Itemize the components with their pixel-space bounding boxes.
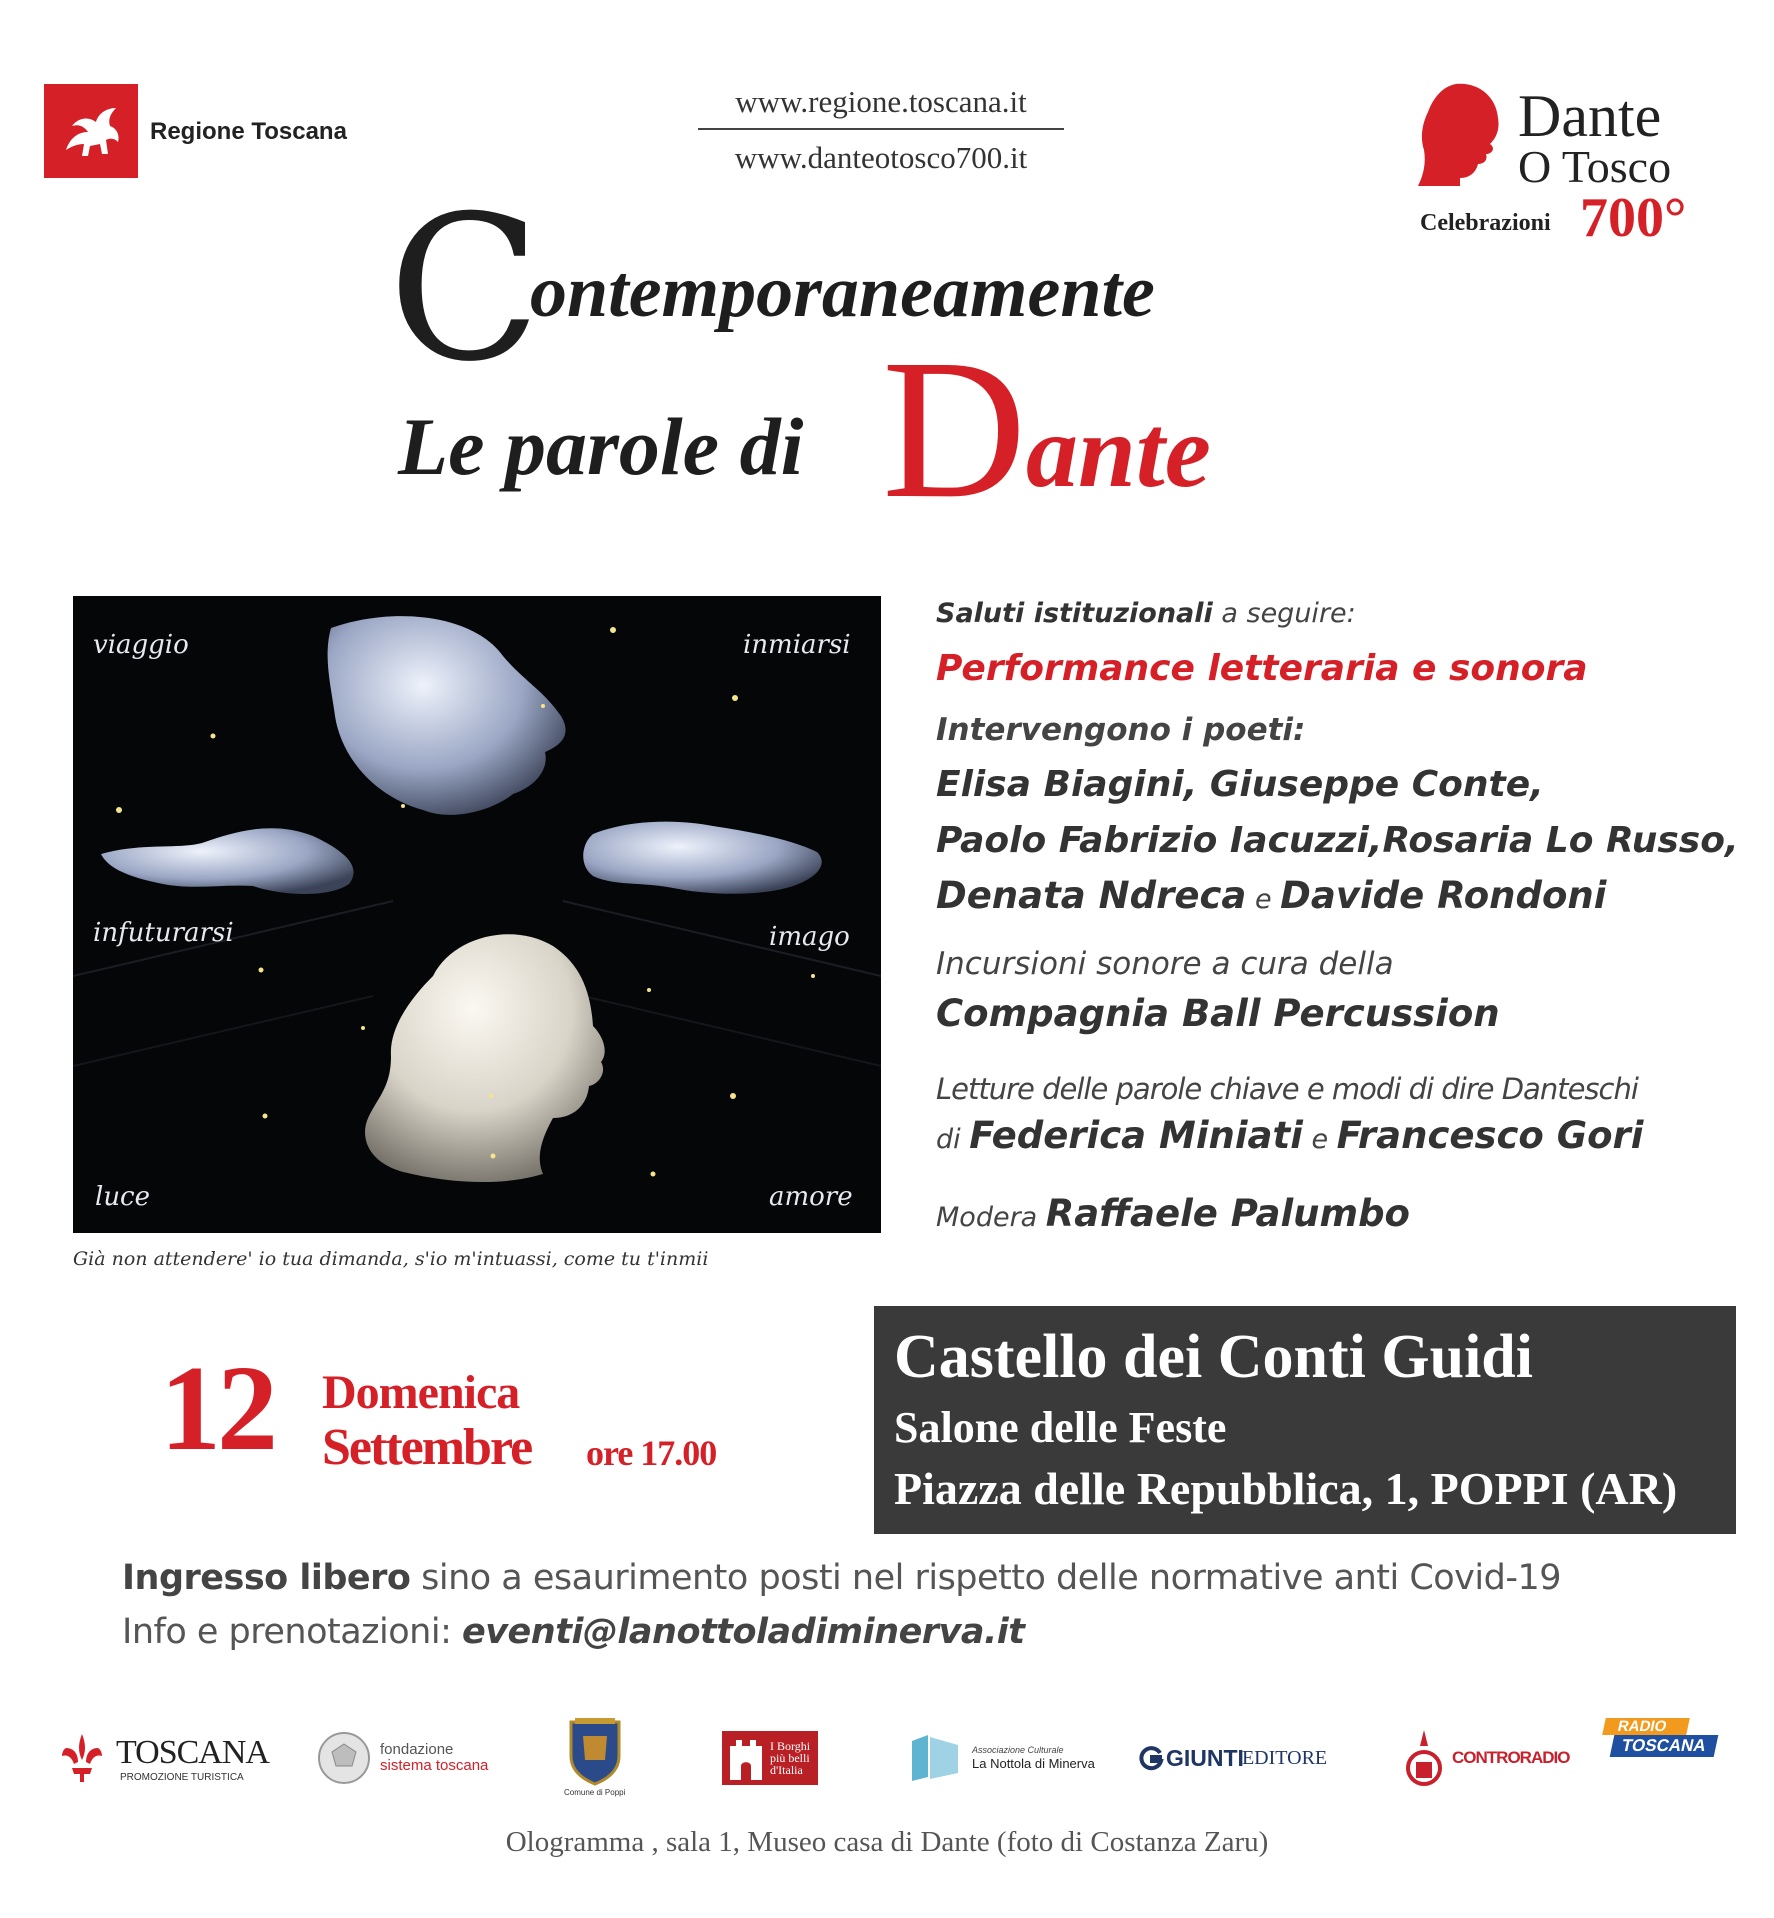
venue-address: Piazza delle Repubblica, 1, POPPI (AR)	[894, 1463, 1678, 1514]
title-dante-rest: ante	[1026, 394, 1211, 509]
sponsor-nottola	[908, 1718, 1095, 1798]
performance-heading: Performance letteraria e sonora	[936, 648, 1588, 689]
sponsor-borghi	[722, 1718, 818, 1798]
incursioni-label: Incursioni sonore a cura della	[936, 946, 1394, 982]
venue-box	[874, 1306, 1736, 1534]
programme-line1	[936, 598, 1356, 629]
hologram-artwork	[73, 596, 881, 1233]
sponsor-radio-toscana	[1604, 1718, 1716, 1798]
admission-info	[122, 1558, 1561, 1598]
coat-of-arms-icon	[565, 1716, 625, 1786]
sponsor-giunti	[1138, 1718, 1327, 1798]
artwork-shapes	[73, 596, 881, 1233]
url-regione[interactable]: www.regione.toscana.it	[698, 84, 1064, 130]
art-word-imago: imago	[769, 922, 850, 952]
controradio-text: CONTRORADIO	[1452, 1748, 1570, 1767]
giunti-g-icon	[1138, 1745, 1164, 1771]
comune-text: Comune di Poppi	[564, 1787, 626, 1797]
readers-line	[936, 1114, 1643, 1157]
dante-logo-celebrazioni: Celebrazioni	[1420, 210, 1551, 236]
sponsor-controradio	[1404, 1718, 1569, 1798]
conj-e-2: e	[1302, 1124, 1337, 1155]
poets-intro: Intervengono i poeti:	[936, 712, 1306, 748]
url-block	[698, 84, 1064, 176]
radio-text: RADIO	[1602, 1718, 1690, 1735]
sponsor-comune-poppi	[564, 1706, 625, 1806]
booking-info	[122, 1612, 1025, 1652]
event-month: Settembre	[322, 1419, 532, 1476]
fondazione-text: fondazione	[380, 1741, 454, 1759]
nottola-name: La Nottola di Minerva	[972, 1755, 1095, 1771]
globe-ball-icon	[316, 1730, 372, 1786]
art-word-amore: amore	[769, 1182, 853, 1212]
dante-profile-icon	[1416, 78, 1516, 188]
footer-credit: Ologramma , sala 1, Museo casa di Dante (foto di Costanza Zaru)	[505, 1826, 1269, 1858]
conj-e: e	[1246, 884, 1281, 915]
event-time: ore 17.00	[586, 1433, 717, 1473]
pegasus-icon	[44, 84, 138, 178]
art-word-infuturarsi: infuturarsi	[93, 918, 234, 948]
giunti-text: GIUNTI	[1166, 1744, 1244, 1771]
poet-ndreca: Denata Ndreca	[936, 874, 1247, 917]
dante-logo-700: 700°	[1580, 187, 1687, 249]
reader-miniati: Federica Miniati	[969, 1114, 1303, 1157]
title-line1: ontemporaneamente	[530, 251, 1155, 333]
poets-line1: Elisa Biagini, Giuseppe Conte,	[936, 764, 1544, 805]
art-word-inmiarsi: inmiarsi	[743, 630, 851, 660]
compagnia-name: Compagnia Ball Percussion	[936, 992, 1500, 1035]
title-line2: Le parole di	[398, 401, 804, 492]
owl-wing-icon	[908, 1733, 964, 1783]
nottola-assoc: Associazione Culturale	[972, 1744, 1064, 1755]
admission-details: sino a esaurimento posti nel rispetto delle normative anti Covid-19	[410, 1558, 1561, 1598]
editore-text: EDITORE	[1241, 1746, 1328, 1769]
poets-line3	[936, 874, 1606, 917]
saluti-label: Saluti istituzionali	[936, 598, 1213, 629]
di-text: di	[936, 1124, 970, 1155]
letture-label: Letture delle parole chiave e modi di dire Danteschi	[936, 1072, 1638, 1106]
radio-toscana-text: TOSCANA	[1610, 1735, 1718, 1757]
venue-room: Salone delle Feste	[894, 1403, 1227, 1452]
dante-logo-subtitle: O Tosco	[1518, 141, 1672, 192]
venue-name: Castello dei Conti Guidi	[894, 1323, 1534, 1391]
castle-icon	[726, 1736, 766, 1780]
borghi-line1: I Borghi	[770, 1739, 811, 1753]
sistema-toscana-text: sistema toscana	[380, 1757, 489, 1774]
borghi-line2: più belli	[770, 1751, 810, 1765]
url-dante[interactable]: www.danteotosco700.it	[734, 140, 1028, 175]
dante-logo-title: Dante	[1518, 83, 1662, 149]
moderator-line	[936, 1192, 1410, 1235]
tower-icon	[1404, 1728, 1444, 1788]
event-day: 12	[160, 1341, 274, 1476]
title-initial-d: D	[882, 319, 1027, 540]
reader-gori: Francesco Gori	[1336, 1114, 1644, 1157]
org-name: Regione Toscana	[150, 118, 347, 145]
poets-line2: Paolo Fabrizio Iacuzzi,Rosaria Lo Russo,	[936, 820, 1739, 861]
poet-rondoni: Davide Rondoni	[1280, 874, 1607, 917]
borghi-line3: d'Italia	[770, 1763, 803, 1777]
modera-text: Modera	[936, 1202, 1046, 1233]
a-seguire-text: a seguire:	[1212, 598, 1356, 629]
regione-toscana-logo	[44, 84, 138, 178]
toscana-sub: PROMOZIONE TURISTICA	[120, 1771, 244, 1783]
ingresso-libero: Ingresso libero	[122, 1558, 411, 1598]
event-weekday: Domenica	[322, 1366, 520, 1419]
booking-label: Info e prenotazioni:	[122, 1612, 462, 1652]
florence-lily-icon	[56, 1730, 108, 1786]
sponsor-toscana	[56, 1718, 269, 1798]
moderator-name: Raffaele Palumbo	[1045, 1192, 1410, 1235]
title-initial-c: C	[388, 173, 542, 406]
booking-email[interactable]: eventi@lanottoladiminerva.it	[462, 1612, 1025, 1652]
artwork-caption: Già non attendere' io tua dimanda, s'io m'intuassi, come tu t'inmii	[73, 1248, 709, 1270]
sponsor-fondazione	[316, 1718, 488, 1798]
art-word-viaggio: viaggio	[93, 630, 189, 660]
toscana-text: TOSCANA	[116, 1733, 269, 1771]
art-word-luce: luce	[95, 1182, 151, 1212]
